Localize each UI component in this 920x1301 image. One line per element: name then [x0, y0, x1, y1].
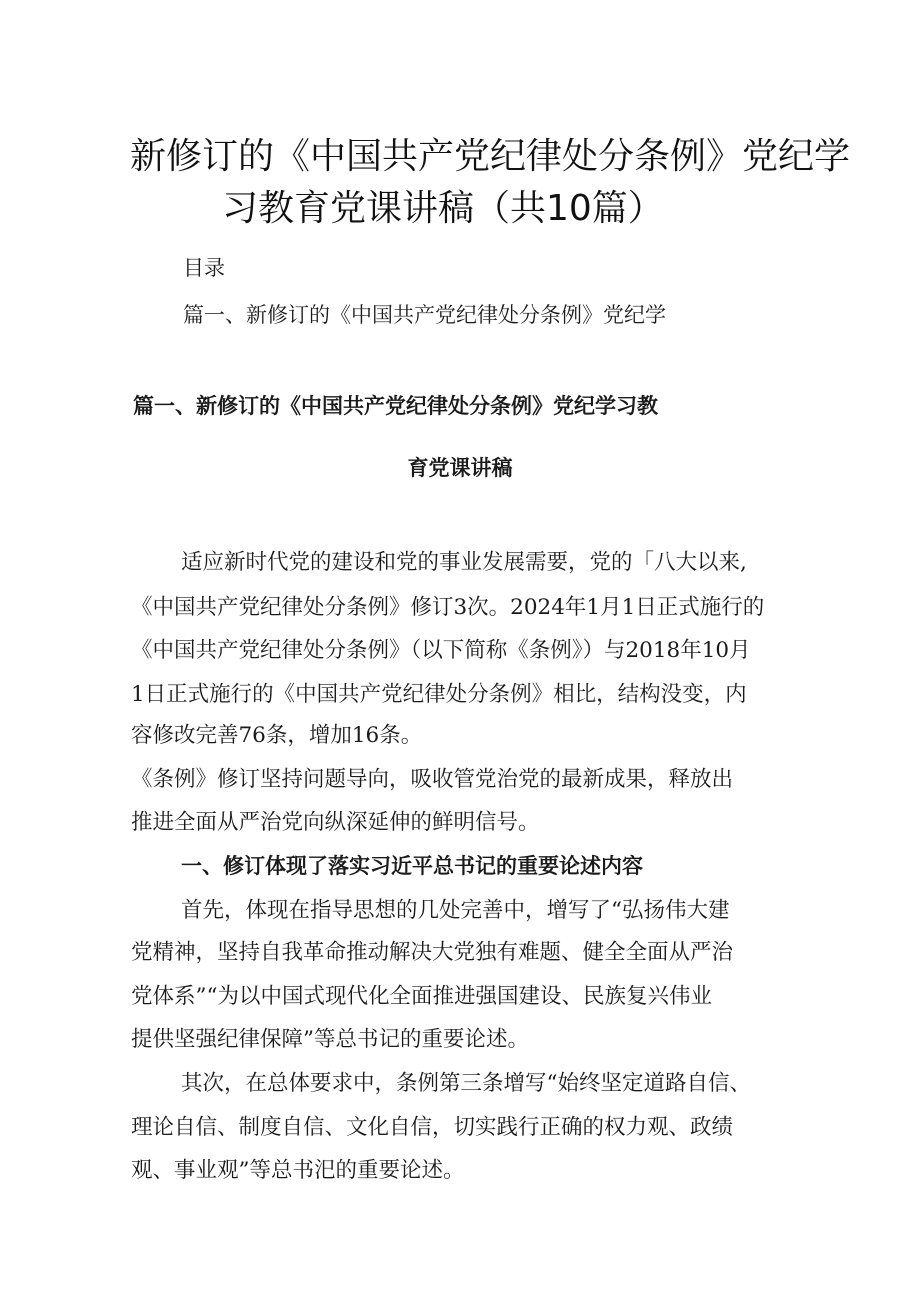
paragraph-4-line: 其次，在总体要求中，条例第三条增写“始终坚定道路自信、	[181, 1071, 751, 1096]
paragraph-4-line: 理论自信、制度自信、文化自信，切实践行正确的权力观、政绩	[131, 1115, 734, 1140]
paragraph-2-line: 推进全面从严治党向纵深延伸的鲜明信号。	[131, 810, 540, 835]
paragraph-3-line: 提供坚强纪律保障”等总书记的重要论述。	[131, 1027, 529, 1052]
paragraph-1-line: 1日正式施行的《中国共产党纪律处分条例》相比，结构没变，内	[131, 682, 747, 707]
paragraph-1-line: 《中国共产党纪律处分条例》（以下简称《条例》）与2018年10月	[131, 638, 751, 663]
paragraph-1-line: 《中国共产党纪律处分条例》修订3次。2024年1月1日正式施行的	[131, 595, 765, 620]
document-title-line-2: 习教育党课讲稿（共10篇）	[222, 188, 664, 229]
paragraph-3-line: 党精神，坚持自我革命推动解决大党独有难题、健全全面从严治	[131, 940, 734, 965]
paragraph-4-line: 观、事业观”等总书汜的重要论述。	[131, 1158, 465, 1183]
document-title-line-1: 新修订的《中国共产党纪律处分条例》党纪学	[130, 136, 851, 177]
toc-heading: 目录	[183, 256, 225, 280]
paragraph-3-line: 党体系”“为以中国式现代化全面推进强国建设、民族复兴伟业	[131, 984, 712, 1009]
chapter-heading: 篇一、新修订的《中国共产党纪律处分条例》党纪学习教	[133, 394, 658, 418]
paragraph-1-line: 适应新时代党的建设和党的事业发展需要，党的「八大以来,	[181, 550, 747, 575]
paragraph-1-line: 容修改完善76条，增加16条。	[131, 723, 423, 748]
toc-item-1[interactable]: 篇一、新修订的《中国共产党纪律处分条例》党纪学	[183, 303, 666, 327]
paragraph-3-line: 首先，体现在指导思想的几处完善中，增写了“弘扬伟大建	[181, 898, 730, 923]
paragraph-2-line: 《条例》修订坚持问题导向，吸收管党治党的最新成果，释放出	[131, 767, 734, 792]
chapter-heading-continued: 育党课讲稿	[407, 456, 513, 480]
section-heading-1: 一、修订体现了落实习近平总书记的重要论述内容	[181, 854, 643, 878]
document-title	[130, 131, 851, 235]
